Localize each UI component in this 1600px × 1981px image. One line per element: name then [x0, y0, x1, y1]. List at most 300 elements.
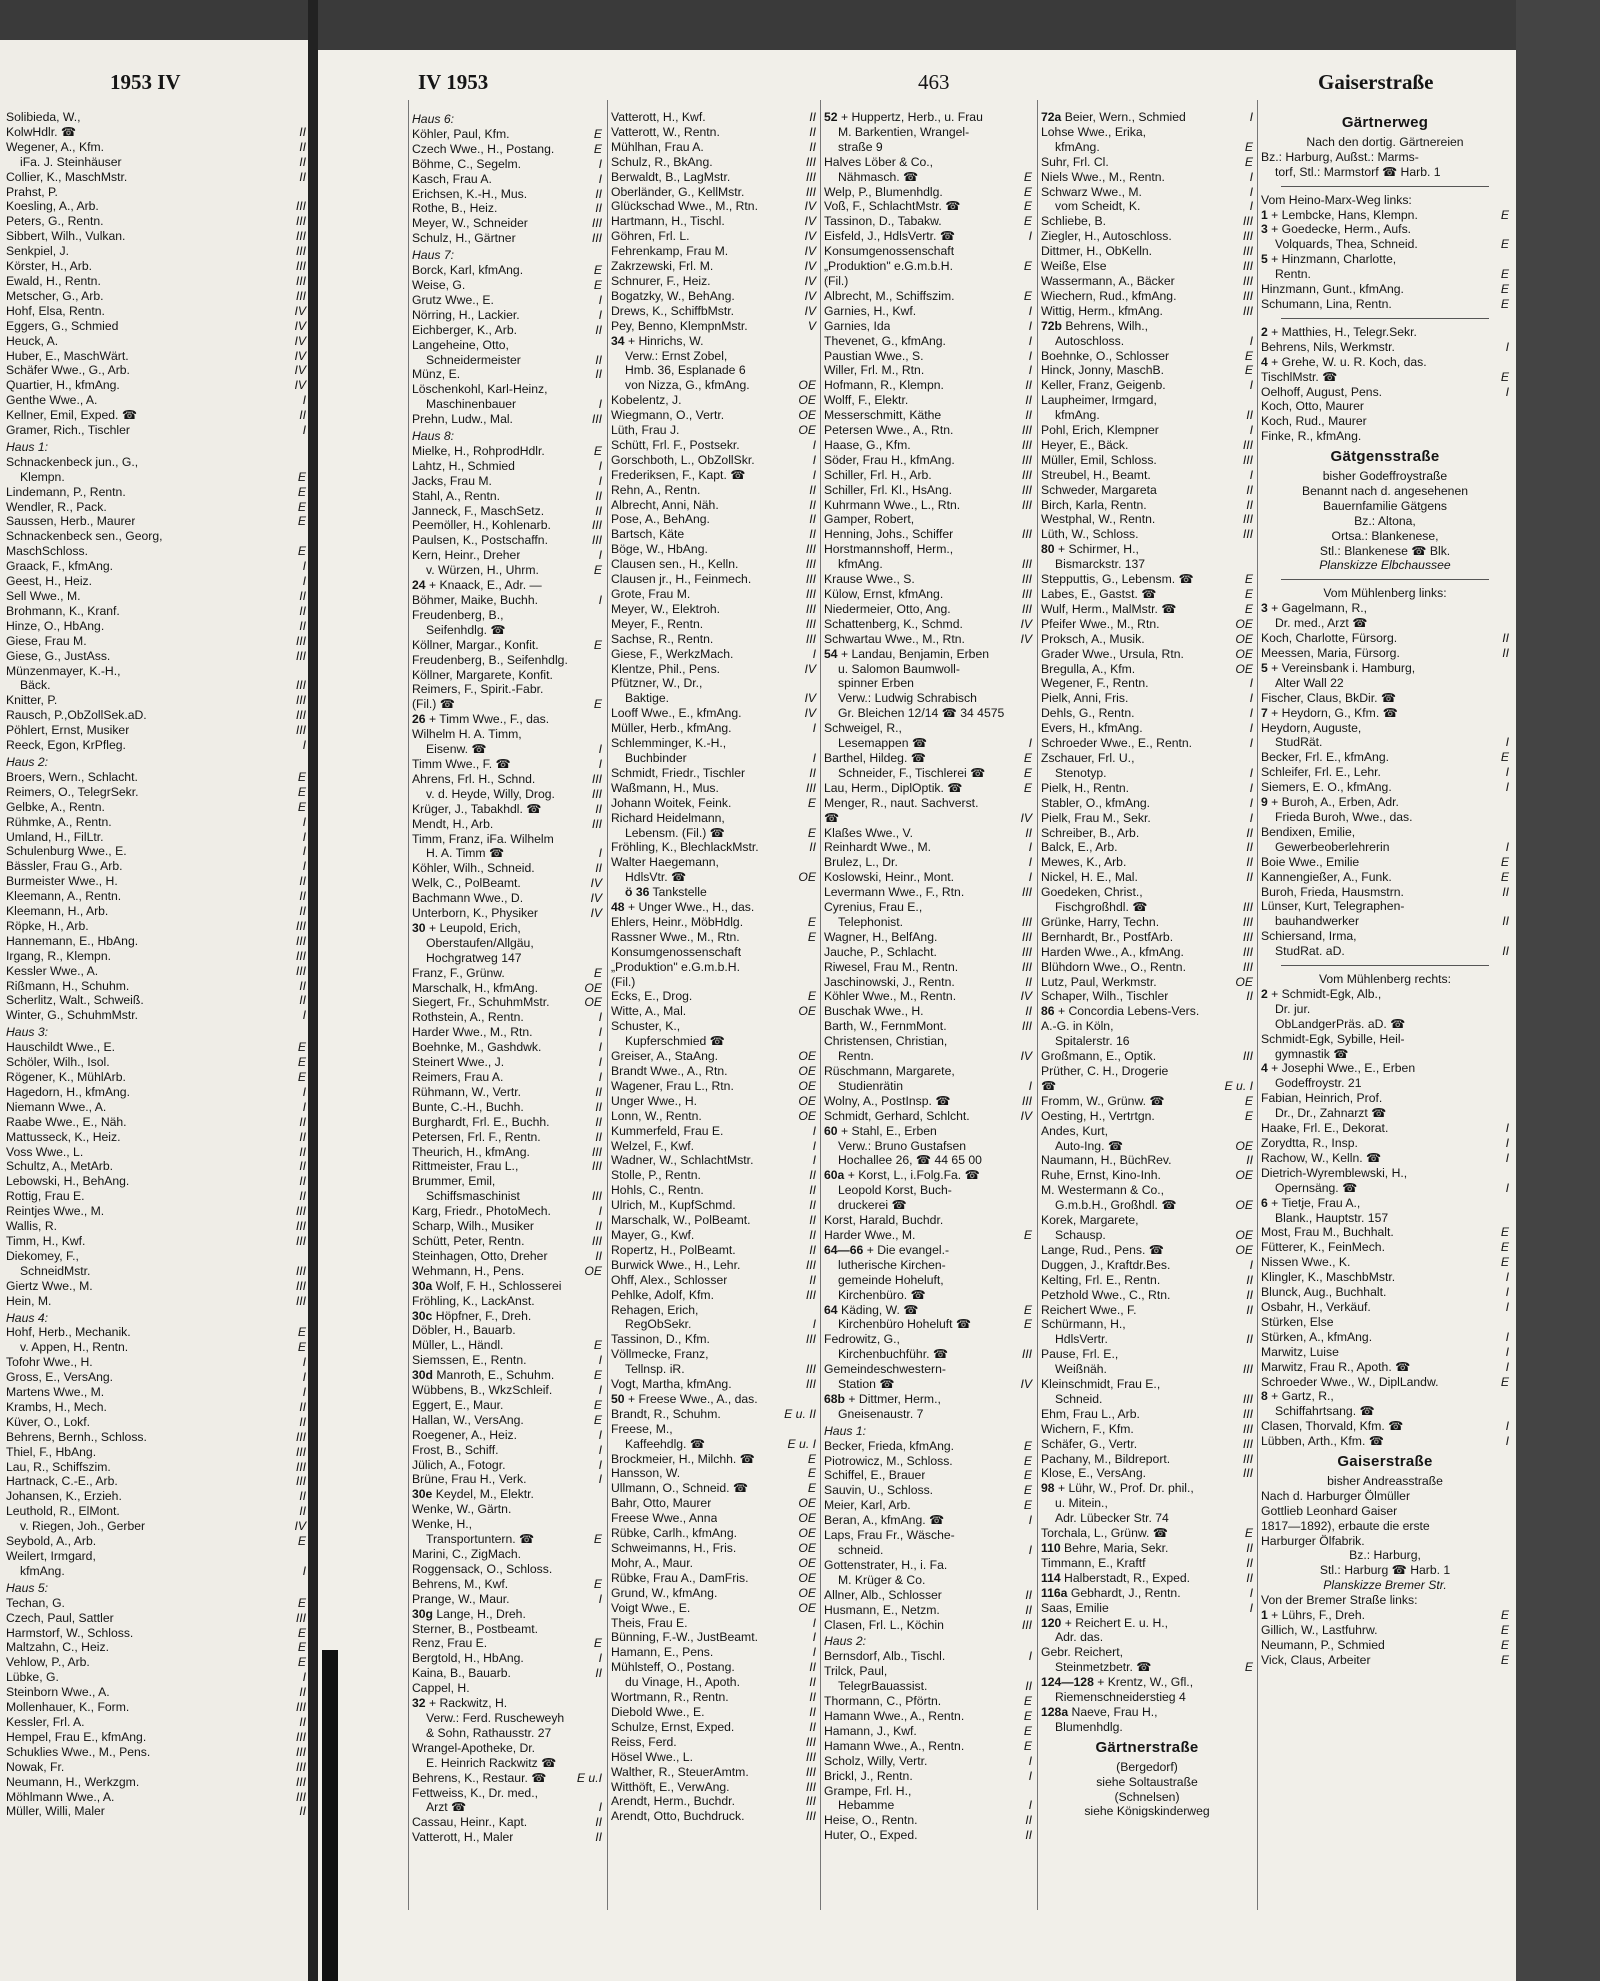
resident-name: schneid.	[838, 1543, 884, 1557]
directory-entry	[1261, 1638, 1509, 1653]
directory-entry	[6, 485, 306, 500]
resident-name: Weise, G.	[412, 277, 466, 292]
floor-marker: III	[1242, 214, 1253, 229]
resident-name: Küver, O., Lokf.	[6, 1414, 90, 1429]
directory-entry	[611, 1705, 816, 1720]
floor-marker: IV	[1020, 810, 1032, 825]
resident-name: Schöler, Wilh., Isol.	[6, 1055, 110, 1070]
resident-name: Eisenw. ☎	[426, 742, 487, 757]
resident-name: 60 + Stahl, E., Erben	[824, 1123, 937, 1138]
floor-marker: E	[1500, 237, 1509, 252]
directory-entry	[611, 1213, 816, 1228]
directory-entry	[412, 623, 602, 638]
directory-entry	[1041, 1690, 1253, 1705]
directory-entry	[824, 1468, 1032, 1483]
directory-entry	[1041, 811, 1253, 826]
directory-entry	[6, 378, 306, 393]
resident-name: Schuster, K.,	[611, 1019, 681, 1034]
floor-marker: E	[1500, 267, 1509, 282]
resident-name: Stabler, O., kfmAng.	[1041, 795, 1151, 810]
resident-name: Petzhold Wwe., C., Rtn.	[1041, 1287, 1171, 1302]
floor-marker: III	[295, 1233, 306, 1248]
floor-marker: I	[1028, 1078, 1032, 1093]
directory-entry	[824, 676, 1032, 691]
directory-entry	[412, 1711, 602, 1726]
floor-marker: II	[1246, 1287, 1253, 1302]
resident-name: Sachse, R., Rentn.	[611, 631, 714, 646]
directory-entry	[824, 572, 1032, 587]
resident-name: Schausp.	[1055, 1227, 1106, 1242]
resident-name: Roegener, A., Heiz.	[412, 1427, 518, 1442]
resident-name: Diebold Wwe., E.	[611, 1704, 705, 1719]
directory-entry	[412, 802, 602, 817]
resident-name: du Vinage, H., Apoth.	[625, 1675, 740, 1690]
floor-marker: III	[295, 1744, 306, 1759]
directory-entry	[824, 170, 1032, 185]
directory-entry	[412, 1428, 602, 1443]
resident-name: Reinhardt Wwe., M.	[824, 840, 932, 855]
floor-marker: I	[302, 1563, 306, 1578]
directory-entry	[1261, 1270, 1509, 1285]
resident-name: Schroeder Wwe., W., DiplLandw.	[1261, 1374, 1439, 1389]
directory-entry	[1041, 1317, 1253, 1332]
resident-name: Geest, H., Heiz.	[6, 574, 93, 589]
floor-marker: III	[805, 1377, 816, 1392]
resident-name: SchneidMstr.	[20, 1263, 91, 1278]
directory-entry	[1261, 1534, 1509, 1549]
floor-marker: III	[591, 1159, 602, 1174]
resident-name: Freudenberg, B., Seifenhdlg.	[412, 652, 568, 667]
directory-entry	[824, 945, 1032, 960]
directory-entry	[412, 742, 602, 757]
floor-marker: IV	[804, 303, 816, 318]
floor-marker: OE	[798, 870, 816, 885]
floor-marker: OE	[1235, 1198, 1253, 1213]
resident-name: Wallis, R.	[6, 1219, 58, 1234]
resident-name: Fröhling, K., LackAnst.	[412, 1293, 535, 1308]
resident-name: Mewes, K., Arb.	[1041, 855, 1127, 870]
floor-marker: I	[598, 1800, 602, 1815]
directory-entry	[1041, 617, 1253, 632]
directory-entry	[824, 1828, 1032, 1843]
resident-name: Prüther, C. H., Drogerie	[1041, 1064, 1169, 1078]
resident-name: Sell Wwe., M.	[6, 589, 81, 603]
floor-marker: III	[1021, 914, 1032, 929]
directory-entry	[6, 844, 306, 859]
column-rule	[1257, 100, 1258, 1910]
floor-marker: II	[809, 1719, 816, 1734]
floor-marker: E	[297, 1655, 306, 1670]
resident-name: Schroeder Wwe., E., Rentn.	[1041, 736, 1193, 751]
resident-name: 1817—1892), erbaute die erste	[1261, 1518, 1430, 1533]
floor-marker: I	[1249, 199, 1253, 214]
floor-marker: E	[1023, 214, 1032, 229]
floor-marker: III	[295, 1293, 306, 1308]
floor-marker: I	[1505, 339, 1509, 354]
floor-marker: III	[295, 229, 306, 244]
resident-name: Verw.: Ernst Zobel,	[625, 348, 728, 363]
floor-marker: II	[1246, 1541, 1253, 1555]
resident-name: Theurich, H., kfmAng.	[412, 1144, 530, 1159]
resident-name: Franz, F., Grünw.	[412, 965, 505, 980]
directory-entry	[611, 751, 816, 766]
resident-name: Quartier, H., kfmAng.	[6, 378, 120, 393]
directory-entry	[6, 1085, 306, 1100]
floor-marker: IV	[804, 273, 816, 288]
directory-entry	[1261, 1121, 1509, 1136]
directory-entry	[412, 1025, 602, 1040]
directory-entry	[611, 319, 816, 334]
resident-name: Stürken, Else	[1261, 1314, 1334, 1329]
resident-name: Grampe, Frl. H.,	[824, 1783, 912, 1798]
resident-name: Nörring, H., Lackier.	[412, 307, 520, 322]
floor-marker: III	[1242, 288, 1253, 303]
directory-entry	[1261, 885, 1509, 900]
floor-marker: II	[1025, 1004, 1032, 1019]
resident-name: Borck, Karl, kfmAng.	[412, 263, 524, 278]
resident-name: Beran, A., kfmAng. ☎	[824, 1513, 945, 1528]
resident-name: Koch, Rud., Maurer	[1261, 414, 1367, 429]
resident-name: gymnastik ☎	[1275, 1046, 1349, 1061]
directory-entry	[611, 1034, 816, 1049]
resident-name: Rüschmann, Margarete,	[824, 1064, 955, 1078]
resident-name: Gebr. Reichert,	[1041, 1645, 1123, 1660]
directory-entry	[6, 259, 306, 274]
directory-entry	[611, 736, 816, 751]
resident-name: Scherlitz, Walt., Schweiß.	[6, 993, 144, 1008]
resident-name: 30e Keydel, M., Elektr.	[412, 1487, 534, 1502]
resident-name: Wagener, Frau L., Rtn.	[611, 1078, 734, 1093]
directory-entry	[824, 1513, 1032, 1528]
directory-entry	[1261, 1345, 1509, 1360]
directory-entry	[824, 870, 1032, 885]
resident-name: Meyer, W., Schneider	[412, 216, 528, 231]
resident-name: Hofmann, R., Klempn.	[824, 378, 944, 393]
directory-entry	[824, 1034, 1032, 1049]
directory-entry	[824, 498, 1032, 513]
directory-entry	[6, 1400, 306, 1415]
floor-marker: I	[598, 742, 602, 757]
resident-name: Körster, H., Arb.	[6, 259, 93, 274]
resident-name: Köhler, Paul, Kfm.	[412, 126, 510, 141]
directory-entry	[1261, 1389, 1509, 1404]
floor-marker: I	[302, 1008, 306, 1023]
resident-name: Löschenkohl, Karl-Heinz,	[412, 382, 548, 397]
house-subheading: Haus 3:	[6, 1025, 49, 1040]
directory-entry	[824, 334, 1032, 349]
directory-entry	[824, 319, 1032, 334]
resident-name: Horstmannshoff, Herm.,	[824, 542, 954, 557]
floor-marker: III	[805, 1794, 816, 1809]
directory-entry	[412, 1234, 602, 1249]
floor-marker: E	[807, 1451, 816, 1466]
resident-name: Marwitz, Luise	[1261, 1344, 1339, 1359]
directory-entry	[1041, 229, 1253, 244]
directory-entry	[412, 1130, 602, 1145]
directory-entry	[412, 1204, 602, 1219]
directory-entry	[6, 664, 306, 679]
resident-name: Paustian Wwe., S.	[824, 348, 924, 363]
resident-name: 2 + Schmidt-Egk, Alb.,	[1261, 986, 1382, 1001]
floor-marker: III	[1242, 1406, 1253, 1421]
floor-marker: I	[1505, 735, 1509, 750]
directory-entry	[1041, 989, 1253, 1004]
resident-name: Vick, Claus, Arbeiter	[1261, 1652, 1371, 1667]
resident-name: Rübke, Carlh., kfmAng.	[611, 1526, 737, 1541]
floor-marker: I	[1505, 1136, 1509, 1150]
floor-marker: I	[1028, 1513, 1032, 1528]
floor-marker: E	[1500, 369, 1509, 384]
floor-marker: OE	[798, 1108, 816, 1123]
floor-marker: I	[302, 423, 306, 438]
floor-marker: IV	[294, 318, 306, 333]
resident-name: 72a Beier, Wern., Schmied	[1041, 110, 1186, 124]
resident-name: Söder, Frau H., kfmAng.	[824, 452, 955, 467]
resident-name: Timm, Franz, iFa. Wilhelm	[412, 831, 554, 846]
resident-name: Giese, G., JustAss.	[6, 648, 111, 663]
directory-entry	[611, 512, 816, 527]
resident-name: Duggen, J., Kraftdr.Bes.	[1041, 1257, 1171, 1272]
directory-entry	[6, 1745, 306, 1760]
resident-name: Klose, E., VersAng.	[1041, 1466, 1147, 1481]
directory-entry	[611, 1526, 816, 1541]
directory-entry	[611, 915, 816, 930]
directory-entry	[6, 1055, 306, 1070]
directory-entry	[6, 1219, 306, 1234]
resident-name: 1 + Lührs, F., Dreh.	[1261, 1608, 1365, 1623]
directory-entry	[1041, 1288, 1253, 1303]
resident-name: Behrens, Nils, Werkmstr.	[1261, 339, 1395, 354]
resident-name: Drews, K., SchiffbMstr.	[611, 303, 735, 318]
directory-entry	[824, 259, 1032, 274]
floor-marker: II	[595, 503, 602, 518]
resident-name: Hohls, C., Rentn.	[611, 1183, 704, 1198]
directory-entry	[412, 1279, 602, 1294]
resident-name: Müller, Emil, Schloss.	[1041, 452, 1157, 467]
resident-name: Huter, O., Exped.	[824, 1828, 918, 1843]
directory-entry	[824, 304, 1032, 319]
floor-marker: I	[1028, 1649, 1032, 1664]
floor-marker: III	[295, 214, 306, 229]
floor-marker: E	[593, 277, 602, 292]
section-separator	[1281, 579, 1489, 580]
directory-entry	[6, 1685, 306, 1700]
floor-marker: II	[299, 589, 306, 603]
floor-marker: E	[807, 989, 816, 1004]
directory-entry	[6, 455, 306, 470]
directory-entry	[611, 274, 816, 289]
directory-entry	[6, 1460, 306, 1475]
resident-name: Diekomey, F.,	[6, 1248, 79, 1263]
floor-marker: III	[1021, 452, 1032, 467]
floor-marker: II	[1246, 870, 1253, 885]
resident-name: Hein, M.	[6, 1293, 52, 1308]
directory-entry	[611, 945, 816, 960]
resident-name: TelegrBauassist.	[838, 1679, 928, 1694]
resident-name: Stahl, A., Rentn.	[412, 488, 501, 503]
resident-name: Von der Bremer Straße links:	[1261, 1593, 1418, 1608]
floor-marker: II	[809, 482, 816, 497]
directory-entry	[1041, 855, 1253, 870]
resident-name: Nickel, H. E., Mal.	[1041, 870, 1138, 885]
resident-name: Albrecht, Anni, Näh.	[611, 497, 719, 512]
resident-name: Ewald, H., Rentn.	[6, 273, 101, 288]
resident-name: Rottig, Frau E.	[6, 1189, 85, 1204]
directory-entry	[6, 1804, 306, 1819]
resident-name: 72b Behrens, Wilh.,	[1041, 318, 1149, 333]
directory-entry	[1041, 766, 1253, 781]
resident-name: 1 + Lembcke, Hans, Klempn.	[1261, 207, 1418, 222]
resident-name: Steinmetzbetr. ☎	[1055, 1660, 1152, 1675]
floor-marker: III	[295, 1444, 306, 1459]
resident-name: 128a Naeve, Frau H.,	[1041, 1704, 1158, 1719]
directory-entry	[1041, 1645, 1253, 1660]
floor-marker: II	[1025, 825, 1032, 840]
resident-name: Vatterott, H., Kwf.	[611, 110, 706, 124]
directory-entry	[412, 1249, 602, 1264]
floor-marker: I	[812, 1123, 816, 1138]
resident-name: Timm, H., Kwf.	[6, 1233, 86, 1248]
directory-entry	[611, 438, 816, 453]
directory-entry	[824, 1724, 1032, 1739]
resident-name: Mühlsteff, O., Postang.	[611, 1660, 735, 1675]
directory-entry	[412, 1815, 602, 1830]
floor-marker: E	[593, 141, 602, 156]
resident-name: 80 + Schirmer, H.,	[1041, 542, 1139, 557]
floor-marker: I	[1028, 229, 1032, 244]
floor-marker: III	[805, 154, 816, 169]
floor-marker: II	[809, 1213, 816, 1228]
directory-entry	[824, 1813, 1032, 1828]
resident-name: Behrens, K., Restaur. ☎	[412, 1770, 547, 1785]
resident-name: Bunte, C.-H., Buchh.	[412, 1099, 524, 1114]
directory-entry	[611, 766, 816, 781]
directory-entry	[6, 408, 306, 423]
floor-marker: III	[1242, 1421, 1253, 1436]
directory-entry	[1041, 363, 1253, 378]
directory-entry	[1041, 1556, 1253, 1571]
resident-name: Proksch, A., Musik.	[1041, 631, 1145, 646]
resident-name: Vom Heino-Marx-Weg links:	[1261, 192, 1412, 207]
floor-marker: I	[598, 846, 602, 861]
resident-name: Lohse Wwe., Erika,	[1041, 124, 1146, 139]
resident-name: 116a Gebhardt, J., Rentn.	[1041, 1585, 1181, 1600]
floor-marker: I	[302, 829, 306, 844]
floor-marker: III	[1021, 1093, 1032, 1108]
directory-entry	[6, 470, 306, 485]
resident-name: druckerei ☎	[838, 1198, 907, 1213]
directory-entry	[824, 1153, 1032, 1168]
floor-marker: E	[297, 469, 306, 484]
floor-marker: II	[299, 169, 306, 184]
left-page-column	[6, 110, 306, 1819]
directory-entry	[1041, 706, 1253, 721]
directory-entry	[6, 1294, 306, 1309]
resident-name: Transportuntern. ☎	[426, 1532, 535, 1547]
floor-marker: III	[805, 1764, 816, 1779]
floor-marker: IV	[804, 244, 816, 259]
resident-name: Sibbert, Wilh., Vulkan.	[6, 229, 126, 244]
resident-name: Wittig, Herm., kfmAng.	[1041, 303, 1163, 318]
directory-entry	[611, 140, 816, 155]
directory-entry	[1041, 349, 1253, 364]
directory-entry	[824, 468, 1032, 483]
floor-marker: III	[1021, 959, 1032, 974]
floor-marker: III	[805, 1257, 816, 1272]
directory-entry	[412, 1085, 602, 1100]
resident-name: Wortmann, R., Rentn.	[611, 1690, 729, 1705]
directory-entry	[412, 712, 602, 727]
directory-entry	[824, 185, 1032, 200]
floor-marker: E	[593, 1412, 602, 1427]
floor-marker: E	[593, 1636, 602, 1651]
directory-entry	[611, 557, 816, 572]
resident-name: u. Salomon Baumwoll-	[838, 661, 960, 676]
resident-name: TischlMstr. ☎	[1261, 369, 1338, 384]
directory-entry	[6, 1504, 306, 1519]
directory-entry	[1261, 1091, 1509, 1106]
floor-marker: III	[805, 1749, 816, 1764]
directory-entry	[1041, 945, 1253, 960]
directory-entry	[1261, 1240, 1509, 1255]
directory-entry	[412, 1771, 602, 1786]
floor-marker: III	[1242, 244, 1253, 259]
resident-name: Alter Wall 22	[1275, 675, 1344, 690]
resident-name: Theis, Frau E.	[611, 1615, 688, 1630]
directory-entry	[412, 1830, 602, 1845]
floor-marker: OE	[798, 1526, 816, 1541]
floor-marker: OE	[798, 1541, 816, 1555]
resident-name: Rühmann, W., Vertr.	[412, 1084, 522, 1099]
resident-name: Blunck, Aug., Buchhalt.	[1261, 1285, 1387, 1300]
floor-marker: I	[598, 1070, 602, 1084]
resident-name: Fehrenkamp, Frau M.	[611, 244, 729, 259]
directory-entry	[6, 1596, 306, 1611]
resident-name: Kaffeehdlg. ☎	[625, 1436, 706, 1451]
directory-entry	[1041, 170, 1253, 185]
directory-entry	[6, 1130, 306, 1145]
house-subheading: Haus 8:	[412, 429, 455, 444]
floor-marker: II	[1025, 1679, 1032, 1694]
directory-entry	[412, 563, 602, 578]
floor-marker: III	[295, 1759, 306, 1774]
floor-marker: IV	[1020, 1377, 1032, 1392]
house-subheading: Haus 2:	[6, 754, 49, 769]
directory-entry	[1041, 1124, 1253, 1139]
floor-marker: III	[591, 1144, 602, 1159]
floor-marker: I	[1505, 1121, 1509, 1136]
floor-marker: I	[598, 458, 602, 473]
resident-name: Schneid.	[1055, 1391, 1103, 1406]
floor-marker: I	[598, 1457, 602, 1472]
floor-marker: III	[295, 918, 306, 933]
directory-entry	[412, 231, 602, 246]
directory-entry	[1041, 632, 1253, 647]
floor-marker: IV	[804, 259, 816, 274]
resident-name: Johansen, K., Erzieh.	[6, 1489, 122, 1504]
resident-name: Reimers, O., TelegrSekr.	[6, 784, 139, 799]
resident-name: spinner Erben	[838, 676, 914, 691]
directory-entry	[1261, 1404, 1509, 1419]
resident-name: Wegener, F., Rentn.	[1041, 676, 1149, 691]
directory-entry	[412, 308, 602, 323]
directory-entry	[1041, 1332, 1253, 1347]
resident-name: 50 + Freese Wwe., A., das.	[611, 1391, 758, 1406]
directory-entry	[1041, 1541, 1253, 1556]
directory-entry	[6, 393, 306, 408]
floor-marker: II	[809, 1272, 816, 1287]
resident-name: Rittmeister, Frau L.,	[412, 1159, 519, 1174]
